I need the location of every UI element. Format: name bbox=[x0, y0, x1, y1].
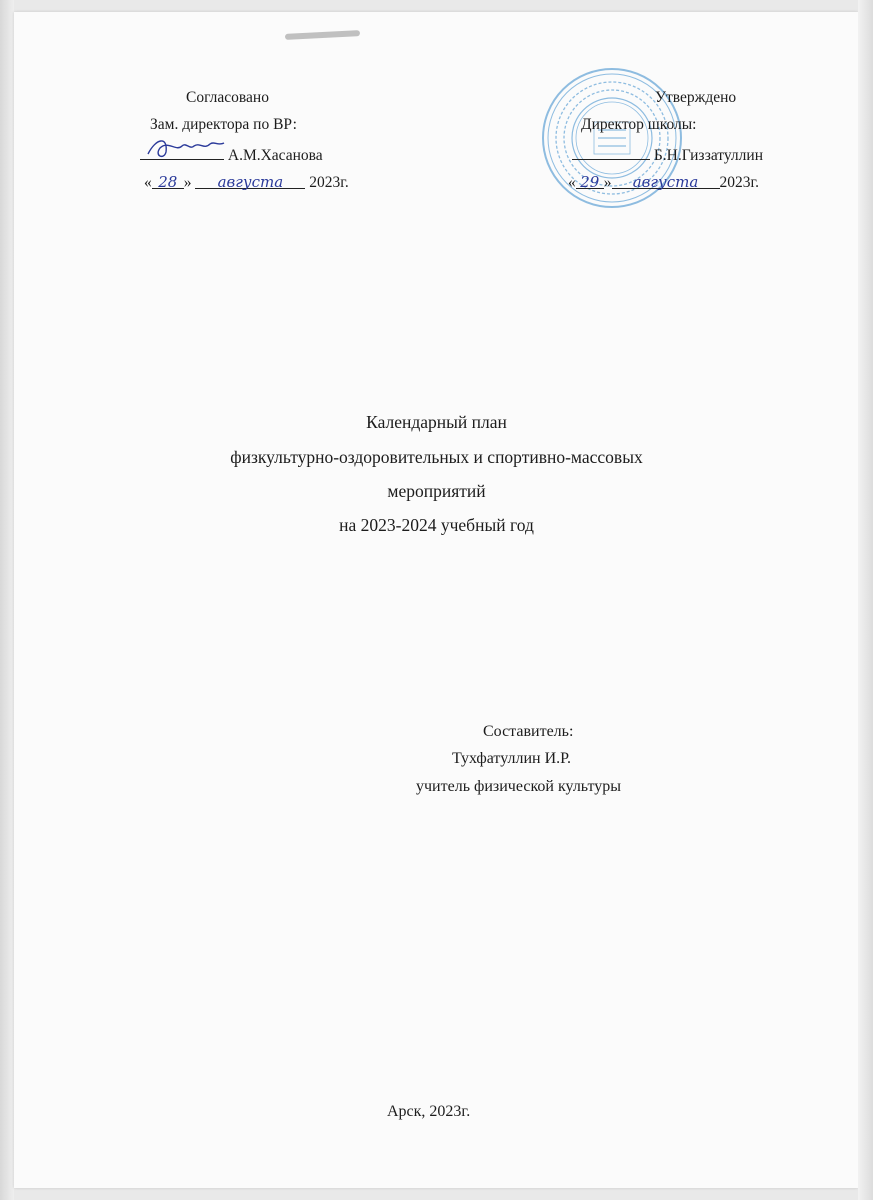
right-date-quote-open: « bbox=[568, 174, 576, 191]
author-role: учитель физической культуры bbox=[416, 778, 622, 795]
right-name: Б.Н.Гиззатуллин bbox=[653, 147, 763, 164]
left-date-line bbox=[144, 172, 349, 193]
right-date-day: 29 bbox=[580, 173, 600, 191]
title-line-1: Календарный план bbox=[366, 412, 507, 432]
scan-right-edge bbox=[858, 0, 873, 1200]
left-date-quote-close: » bbox=[183, 174, 192, 191]
left-name: А.М.Хасанова bbox=[227, 147, 323, 164]
title-line-2: физкультурно-оздоровительных и спортивно-массовых bbox=[230, 447, 643, 467]
right-heading: Утверждено bbox=[655, 89, 737, 106]
scan-left-edge bbox=[0, 0, 14, 1200]
left-position: Зам. директора по ВР: bbox=[150, 116, 297, 133]
left-heading: Согласовано bbox=[186, 89, 269, 106]
left-date-month: августа bbox=[217, 173, 284, 191]
right-date-month: августа bbox=[632, 173, 699, 191]
author-name: Тухфатуллин И.Р. bbox=[452, 750, 572, 767]
author-label: Составитель: bbox=[483, 723, 574, 740]
footer-place-date: Арск, 2023г. bbox=[387, 1103, 471, 1120]
right-signature-underline bbox=[572, 143, 650, 160]
right-position: Директор школы: bbox=[581, 116, 697, 133]
title-line-3: мероприятий bbox=[387, 481, 486, 501]
left-signature-mark bbox=[146, 134, 226, 162]
right-signature-line bbox=[572, 143, 763, 166]
right-date-year: 2023г. bbox=[719, 174, 759, 191]
left-date-quote-open: « bbox=[144, 174, 152, 191]
title-line-4: на 2023-2024 учебный год bbox=[339, 515, 534, 535]
right-date-line bbox=[568, 172, 759, 193]
left-date-day: 28 bbox=[158, 173, 178, 191]
right-date-quote-close: » bbox=[603, 174, 612, 191]
left-date-year: 2023г. bbox=[309, 174, 349, 191]
